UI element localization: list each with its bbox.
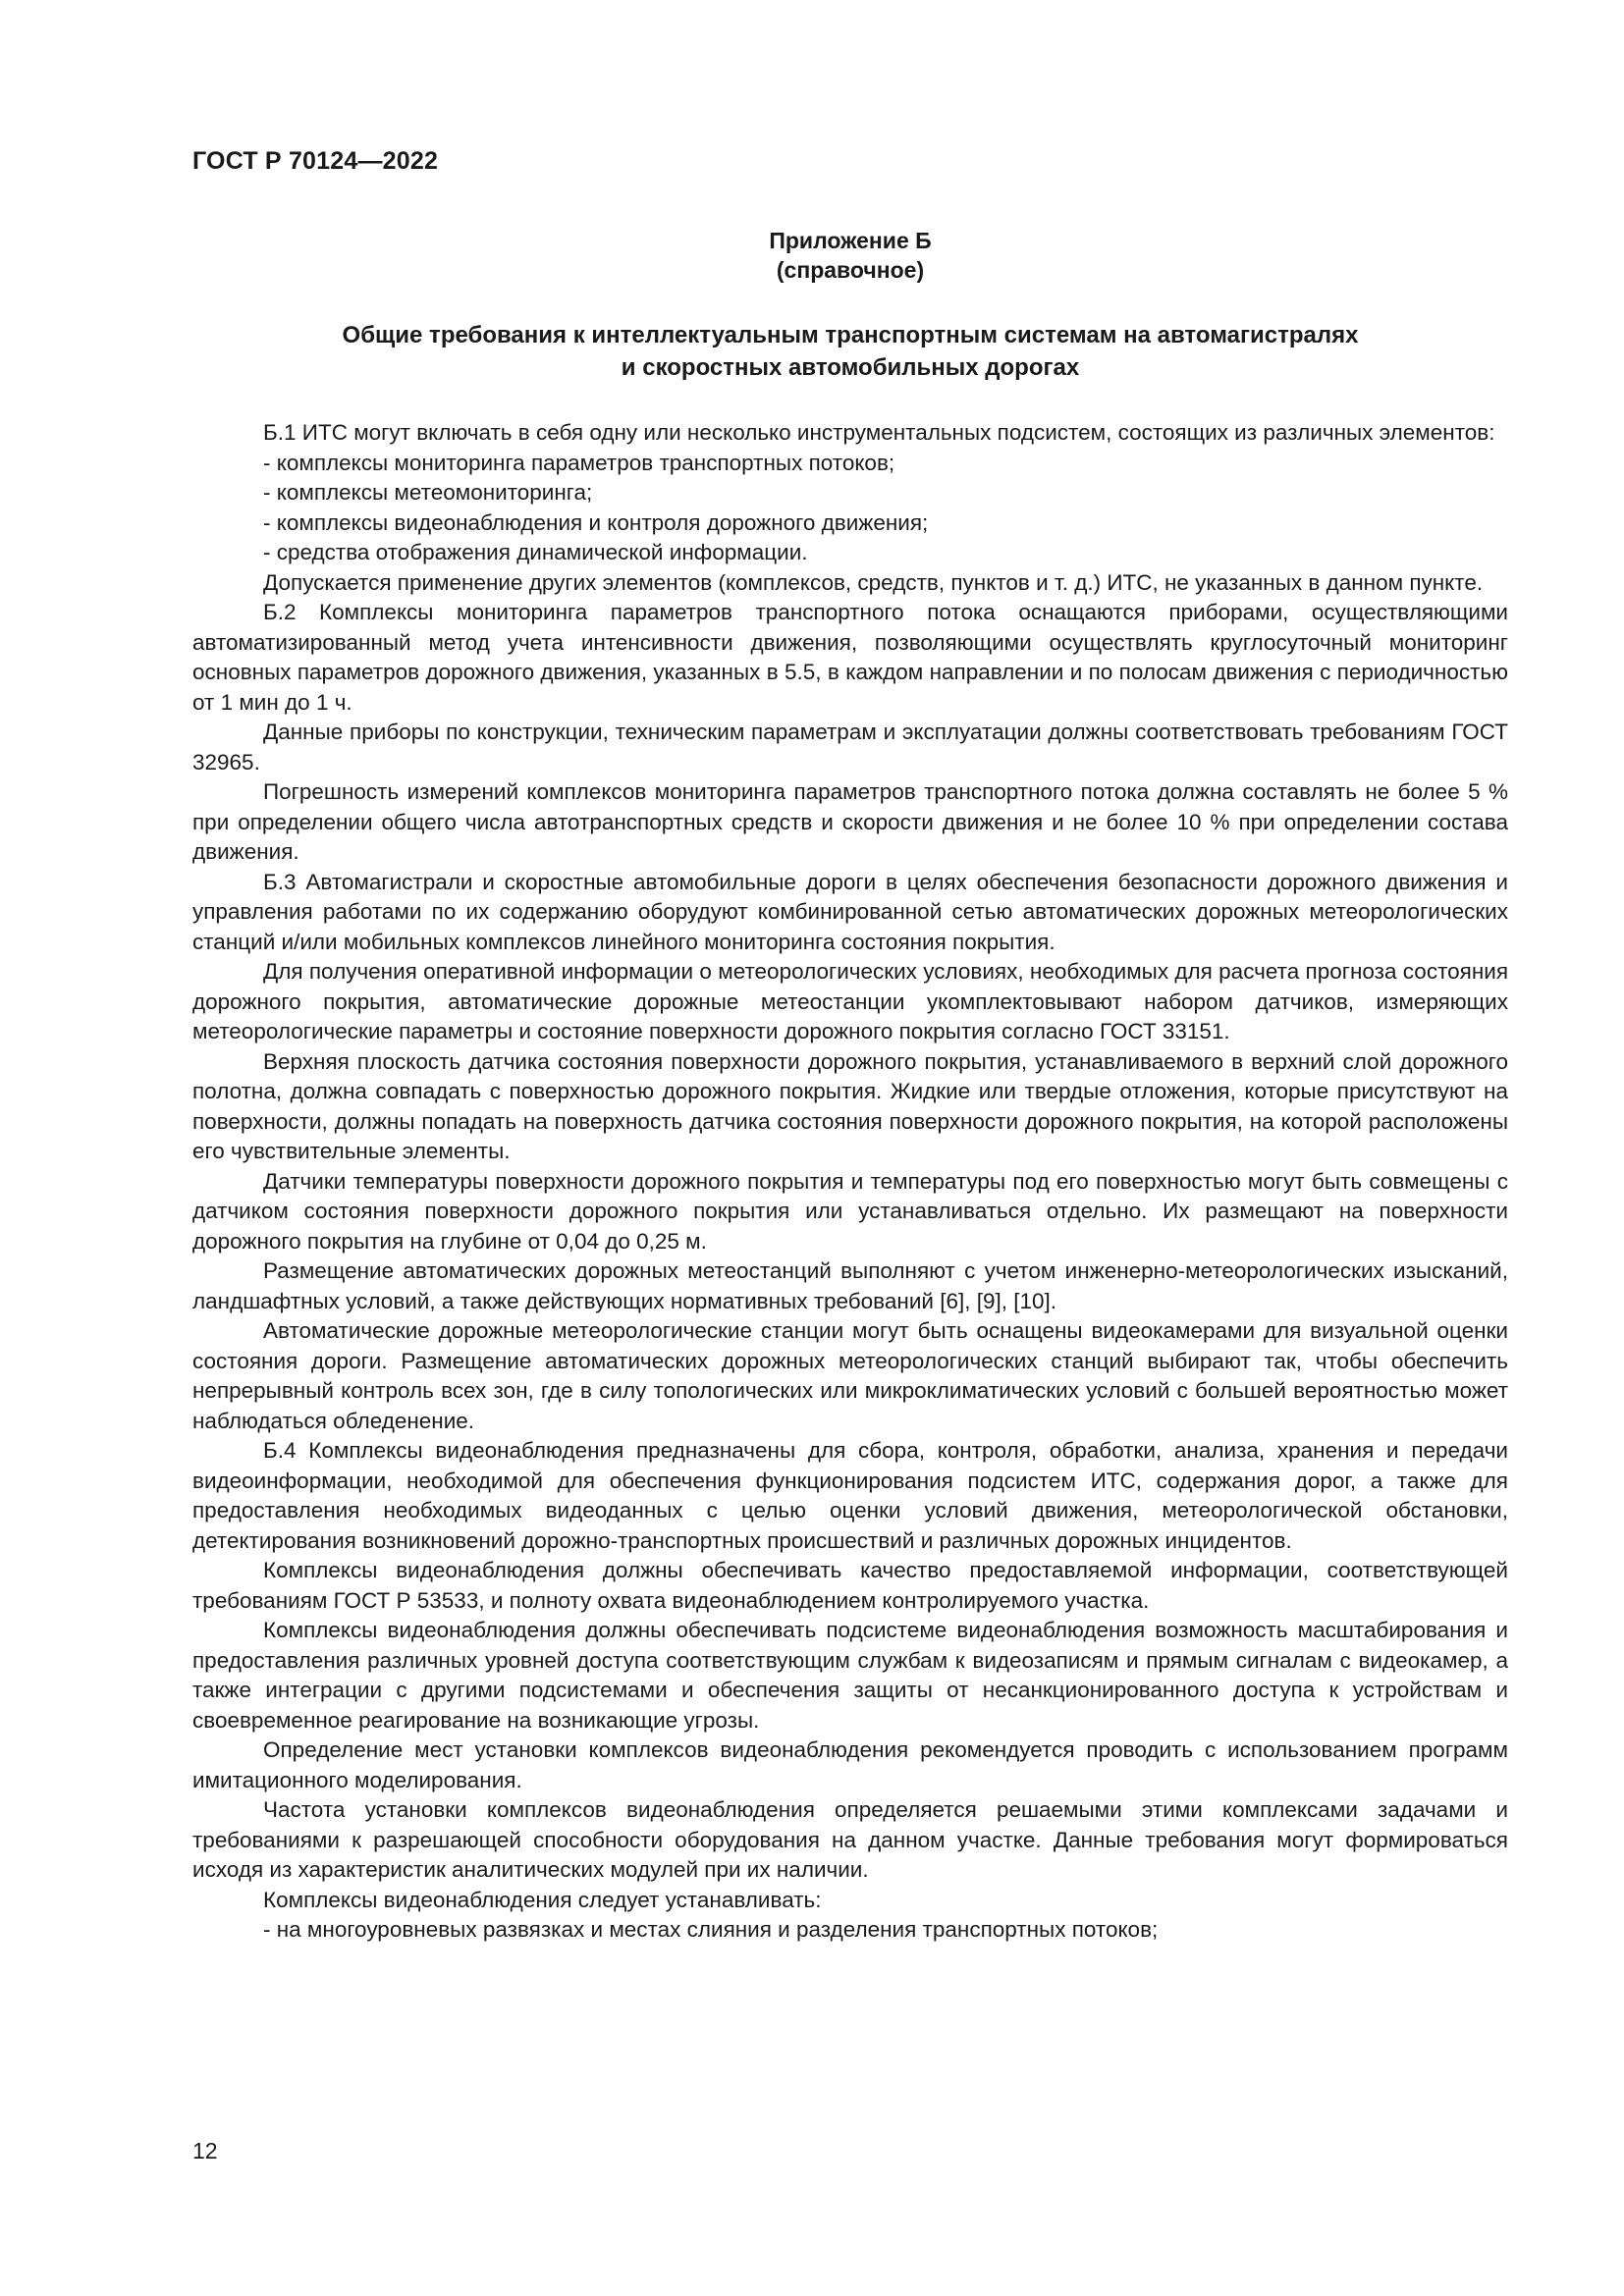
paragraph: Датчики температуры поверхности дорожного покрытия и температуры под его поверхностью могут быть совмещены с датчиком состояния поверхности дорожного покрытия или устанавливаться отдельно. Их размещают на поверхности дорожного покрытия на глубине от 0,04 до 0,25 м. [192, 1168, 1508, 1254]
document-header: ГОСТ Р 70124—2022 [192, 147, 439, 175]
page-number: 12 [192, 2138, 218, 2163]
paragraph-b2: Б.2 Комплексы мониторинга параметров транспортного потока оснащаются приборами, осуществляющими автоматизированный метод учета интенсивности движения, позволяющими осуществлять круглосуточный мониторинг основных параметров дорожного движения, указанных в 5.5, в каждом направлении и по полосам движения с периодичностью от 1 мин до 1 ч. [192, 600, 1508, 715]
paragraph: Частота установки комплексов видеонаблюдения определяется решаемыми этими комплексами задачами и требованиями к разрешающей способности оборудования на данном участке. Данные требования могут формироваться исходя из характеристик аналитических модулей при их наличии. [192, 1797, 1508, 1882]
list-item: - комплексы мониторинга параметров транспортных потоков; [263, 450, 895, 475]
paragraph: Размещение автоматических дорожных метеостанций выполняют с учетом инженерно-метеорологических изысканий, ландшафтных условий, а также действующих нормативных требований [6], [9], [10]. [192, 1258, 1508, 1313]
paragraph: Данные приборы по конструкции, техническим параметрам и эксплуатации должны соответствовать требованиям ГОСТ 32965. [192, 720, 1508, 774]
section-title [192, 319, 1508, 384]
paragraph: Автоматические дорожные метеорологические станции могут быть оснащены видеокамерами для визуальной оценки состояния дороги. Размещение автоматических дорожных метеорологических станций выбирают так, чтобы обеспечить непрерывный контроль всех зон, где в силу топологических или микроклиматических условий с большей вероятностью может наблюдаться обледенение. [192, 1318, 1508, 1433]
paragraph: Верхняя плоскость датчика состояния поверхности дорожного покрытия, устанавливаемого в верхний слой дорожного полотна, должна совпадать с поверхностью дорожного покрытия. Жидкие или твердые отложения, которые присутствуют на поверхности, должны попадать на поверхность датчика состояния поверхности дорожного покрытия, на которой расположены его чувствительные элементы. [192, 1048, 1508, 1163]
paragraph-b4: Б.4 Комплексы видеонаблюдения предназначены для сбора, контроля, обработки, анализа, хранения и передачи видеоинформации, необходимой для обеспечения функционирования подсистем ИТС, содержания дорог, а также для предоставления необходимых видеоданных с целью оценки условий движения, метеорологической обстановки, детектирования возникновений дорожно-транспортных происшествий и различных дорожных инцидентов. [192, 1438, 1508, 1553]
paragraph: Для получения оперативной информации о метеорологических условиях, необходимых для расчета прогноза состояния дорожного покрытия, автоматические дорожные метеостанции укомплектовывают набором датчиков, измеряющих метеорологические параметры и состояние поверхности дорожного покрытия согласно ГОСТ 33151. [192, 959, 1508, 1043]
list-item: - на многоуровневых развязках и местах слияния и разделения транспортных потоков; [263, 1917, 1159, 1942]
appendix-type: (справочное) [776, 257, 925, 283]
section-title-line-2: и скоростных автомобильных дорогах [621, 354, 1080, 381]
paragraph: Комплексы видеонаблюдения следует устанавливать: [263, 1887, 822, 1912]
body-text [192, 418, 1508, 1946]
paragraph-b3: Б.3 Автомагистрали и скоростные автомобильные дороги в целях обеспечения безопасности дорожного движения и управления работами по их содержанию оборудуют комбинированной сетью автоматических дорожных метеорологических станций и/или мобильных комплексов линейного мониторинга состояния покрытия. [192, 869, 1508, 954]
list-item: - средства отображения динамической информации. [263, 540, 808, 564]
paragraph: Комплексы видеонаблюдения должны обеспечивать подсистеме видеонаблюдения возможность масштабирования и предоставления различных уровней доступа соответствующим службам к видеозаписям и прямым сигналам с видеокамер, а также интеграции с другими подсистемами и обеспечения защиты от несанкционированного доступа к устройствам и своевременное реагирование на возникающие угрозы. [192, 1618, 1508, 1733]
list-item: - комплексы метеомониторинга; [263, 480, 593, 505]
paragraph: Погрешность измерений комплексов мониторинга параметров транспортного потока должна составлять не более 5 % при определении общего числа автотранспортных средств и скорости движения и не более 10 % при определении состава движения. [192, 779, 1508, 864]
paragraph-b1: Б.1 ИТС могут включать в себя одну или несколько инструментальных подсистем, состоящих из различных элементов: [263, 420, 1495, 445]
paragraph: Определение мест установки комплексов видеонаблюдения рекомендуется проводить с использованием программ имитационного моделирования. [192, 1737, 1508, 1792]
appendix-heading [192, 226, 1508, 285]
paragraph: Комплексы видеонаблюдения должны обеспечивать качество предоставляемой информации, соответствующей требованиям ГОСТ Р 53533, и полноту охвата видеонаблюдением контролируемого участка. [192, 1558, 1508, 1613]
appendix-label: Приложение Б [769, 228, 932, 253]
section-title-line-1: Общие требования к интеллектуальным транспортным системам на автомагистралях [342, 322, 1359, 348]
paragraph: Допускается применение других элементов (комплексов, средств, пунктов и т. д.) ИТС, не указанных в данном пункте. [263, 569, 1484, 595]
list-item: - комплексы видеонаблюдения и контроля дорожного движения; [263, 509, 929, 535]
